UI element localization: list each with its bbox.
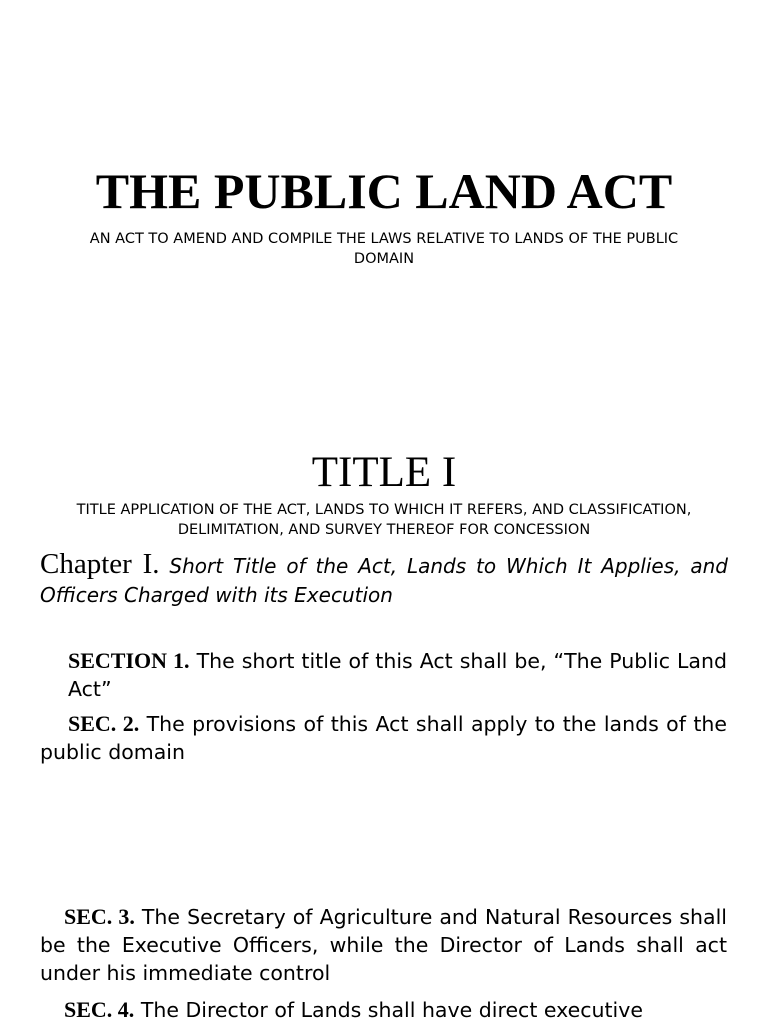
section-4 [40, 996, 727, 1024]
section-1-label: SECTION 1. [68, 648, 190, 673]
section-2-text: The provisions of this Act shall apply to the lands of the public domain [40, 712, 727, 764]
section-1 [40, 647, 727, 703]
section-2-label: SEC. 2. [68, 711, 140, 736]
section-3-text: The Secretary of Agriculture and Natural Resources shall be the Executive Officers, while the Director of Lands shall act under his immediate control [40, 905, 727, 985]
document-title: THE PUBLIC LAND ACT [95, 163, 673, 219]
title-description: TITLE APPLICATION OF THE ACT, LANDS TO WHICH IT REFERS, AND CLASSIFICATION, DELIMITATION, AND SURVEY THEREOF FOR CONCESSION [76, 502, 692, 538]
section-3 [40, 903, 727, 987]
section-3-label: SEC. 3. [64, 904, 135, 929]
chapter-text: Short Title of the Act, Lands to Which It Applies, and Officers Charged with its Execution [40, 554, 728, 607]
document-subtitle: AN ACT TO AMEND AND COMPILE THE LAWS RELATIVE TO LANDS OF THE PUBLIC DOMAIN [89, 231, 679, 267]
chapter-heading [40, 550, 728, 610]
section-2 [40, 710, 727, 766]
section-1-text: The short title of this Act shall be, “The Public Land Act” [68, 649, 727, 701]
chapter-label: Chapter I. [40, 548, 160, 580]
section-4-text: The Director of Lands shall have direct executive [140, 998, 643, 1022]
title-heading: TITLE I [311, 449, 457, 496]
section-4-label: SEC. 4. [64, 997, 135, 1022]
